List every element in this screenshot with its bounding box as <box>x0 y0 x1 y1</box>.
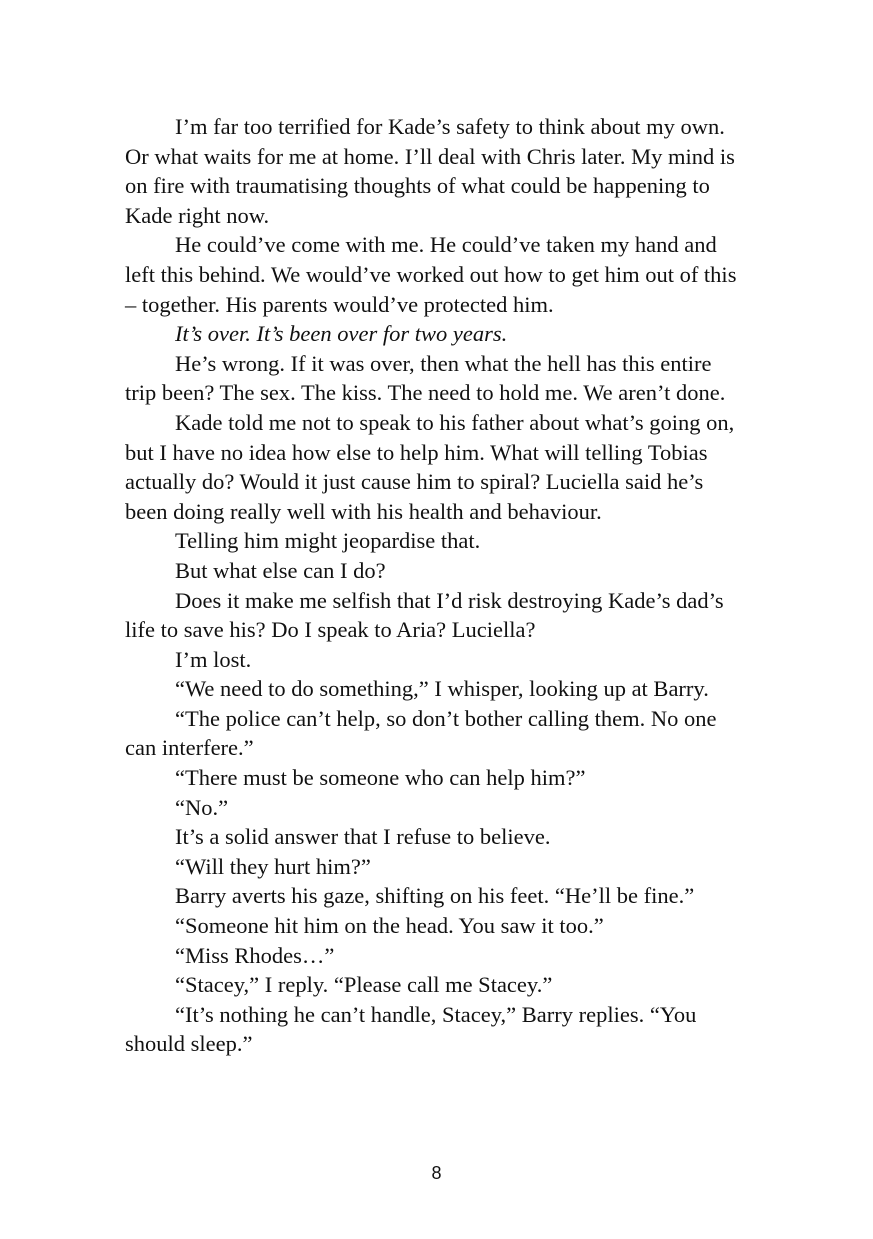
paragraph: He’s wrong. If it was over, then what the hell has this entire trip been? The sex. The kiss. The need to hold me. We aren’t done. <box>125 350 726 406</box>
page-number: 8 <box>431 1163 442 1183</box>
dialogue-line: “Will they hurt him?” <box>175 853 371 879</box>
body-text <box>125 112 748 1059</box>
paragraph: Does it make me selfish that I’d risk destroying Kade’s dad’s life to save his? Do I speak to Aria? Luciella? <box>125 587 724 643</box>
paragraph: I’m lost. <box>175 646 252 672</box>
dialogue-line: “No.” <box>175 794 229 820</box>
paragraph: Kade told me not to speak to his father about what’s going on, but I have no idea how else to help him. What will telling Tobias actually do? Would it just cause him to spiral? Luciella said he’s been doing really well with his health and behaviour. <box>125 409 735 524</box>
dialogue-line: “It’s nothing he can’t handle, Stacey,” Barry replies. “You should sleep.” <box>125 1001 697 1057</box>
paragraph: He could’ve come with me. He could’ve taken my hand and left this behind. We would’ve worked out how to get him out of this – together. His parents would’ve protected him. <box>125 232 737 317</box>
dialogue-line: “Miss Rhodes…” <box>175 942 335 968</box>
dialogue-line: “Someone hit him on the head. You saw it too.” <box>175 913 604 939</box>
dialogue-line: “We need to do something,” I whisper, looking up at Barry. <box>175 676 709 702</box>
paragraph: Barry averts his gaze, shifting on his feet. “He’ll be fine.” <box>175 883 695 909</box>
dialogue-line: “Stacey,” I reply. “Please call me Stacey.” <box>175 972 553 998</box>
italic-thought: It’s over. It’s been over for two years. <box>175 321 508 347</box>
paragraph: It’s a solid answer that I refuse to believe. <box>175 824 551 850</box>
dialogue-line: “There must be someone who can help him?” <box>175 765 586 791</box>
paragraph: Telling him might jeopardise that. <box>175 528 481 554</box>
paragraph: But what else can I do? <box>175 557 386 583</box>
dialogue-line: “The police can’t help, so don’t bother calling them. No one can interfere.” <box>125 705 717 761</box>
paragraph: I’m far too terrified for Kade’s safety to think about my own. Or what waits for me at home. I’ll deal with Chris later. My mind is on fire with traumatising thoughts of what could be happening to Kade right now. <box>125 114 735 228</box>
